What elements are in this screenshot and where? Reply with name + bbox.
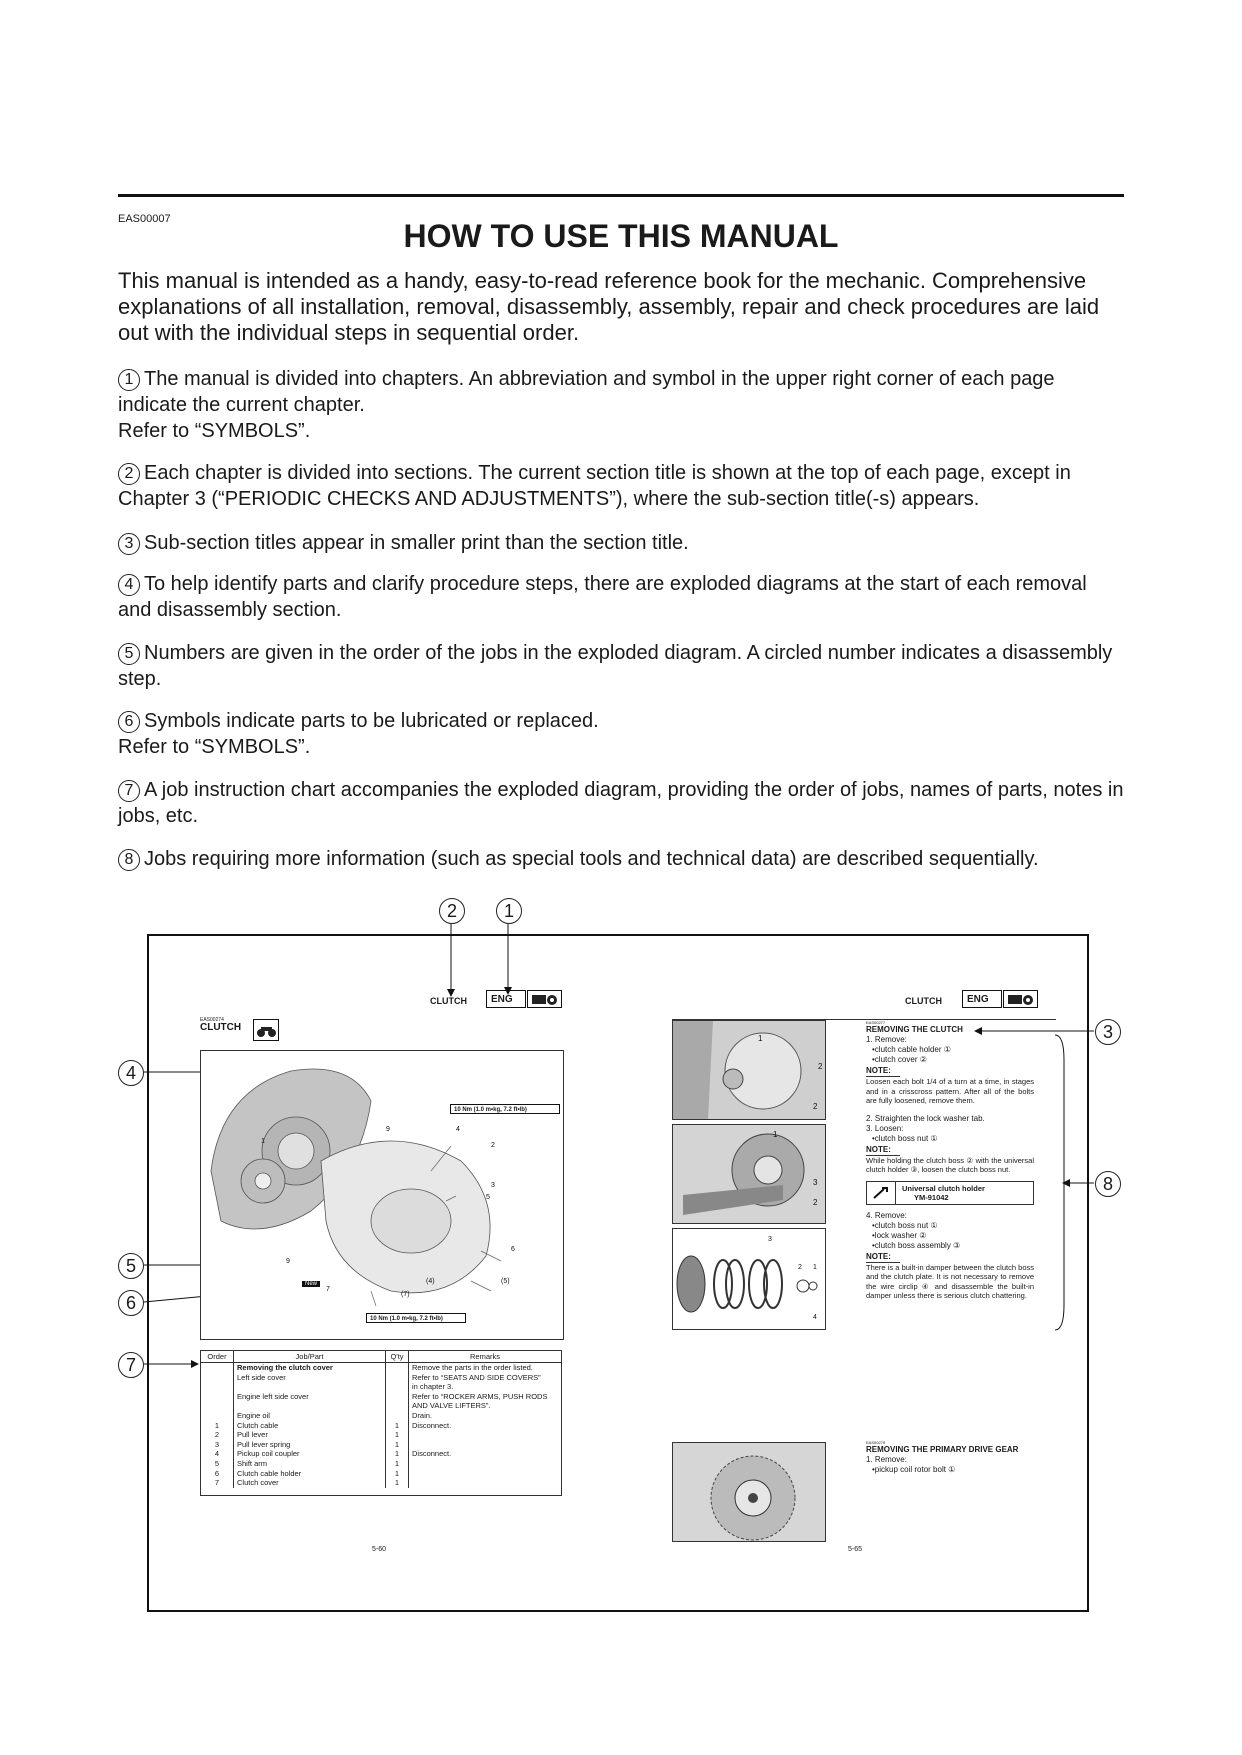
step-text: Sub-section titles appear in smaller print than the section title. (144, 532, 689, 554)
col-qty: Q'ty (386, 1351, 409, 1363)
step-text-2: Refer to “SYMBOLS”. (118, 420, 311, 442)
step-number: 3 (118, 533, 140, 555)
svg-text:4: 4 (813, 1314, 817, 1321)
cell-order: 2 (201, 1430, 234, 1440)
table-row (201, 1430, 561, 1440)
callout-8: 8 (1095, 1171, 1121, 1197)
step-text: Numbers are given in the order of the jobs in the exploded diagram. A circled number indicates a disassembly step. (118, 642, 1113, 690)
svg-text:2: 2 (813, 1102, 818, 1111)
cell-job-part (234, 1382, 386, 1392)
callout-5: 5 (118, 1253, 144, 1279)
step-number: 7 (118, 780, 140, 802)
cell-job-part: Pull lever (234, 1430, 386, 1440)
cell-job-part: Clutch cover (234, 1478, 386, 1488)
left-subsection-title: CLUTCH (200, 1022, 242, 1033)
step-number: 2 (118, 463, 140, 485)
removing-clutch-title: REMOVING THE CLUTCH (866, 1025, 963, 1034)
cell-job-part: Shift arm (234, 1459, 386, 1469)
cell-order (201, 1401, 234, 1411)
col-order: Order (201, 1351, 234, 1363)
note-label-3: NOTE: (866, 1252, 900, 1263)
step-number: 4 (118, 574, 140, 596)
svg-text:(5): (5) (501, 1278, 510, 1285)
cell-qty (386, 1363, 409, 1373)
svg-text:2: 2 (813, 1198, 818, 1207)
left-section-code: EAS00274 (200, 1017, 224, 1023)
job-instruction-chart (200, 1350, 562, 1496)
table-row (201, 1459, 561, 1469)
cell-remarks (409, 1440, 562, 1450)
cell-remarks (409, 1459, 562, 1469)
step-text: Jobs requiring more information (such as special tools and technical data) are described sequentially. (144, 848, 1039, 870)
svg-text:2: 2 (818, 1062, 823, 1071)
cell-remarks (409, 1478, 562, 1488)
primary-drive-section: EAS00279 REMOVING THE PRIMARY DRIVE GEAR 1. Remove: •pickup coil rotor bolt ① (866, 1440, 1034, 1475)
step-number: 6 (118, 711, 140, 733)
step-number: 1 (118, 369, 140, 391)
cell-qty (386, 1382, 409, 1392)
svg-text:3: 3 (768, 1236, 772, 1243)
svg-text:9: 9 (386, 1126, 390, 1133)
cell-qty (386, 1411, 409, 1421)
table-row (201, 1373, 561, 1383)
new-part-symbol: New (302, 1281, 320, 1287)
special-tool-box (866, 1181, 1034, 1205)
cell-order (201, 1363, 234, 1373)
cell-remarks (409, 1469, 562, 1479)
photo-clutch-boss-nut (672, 1124, 826, 1224)
col-remarks: Remarks (409, 1351, 562, 1363)
step-text: Symbols indicate parts to be lubricated or replaced. (144, 710, 599, 732)
cell-job-part: Left side cover (234, 1373, 386, 1383)
photo-primary-drive-gear (672, 1442, 826, 1542)
note-label-2: NOTE: (866, 1145, 900, 1156)
step-number: 5 (118, 643, 140, 665)
cell-job-part: Removing the clutch cover (234, 1363, 386, 1373)
cell-qty: 1 (386, 1430, 409, 1440)
page-title: HOW TO USE THIS MANUAL (403, 218, 839, 254)
step-text: The manual is divided into chapters. An abbreviation and symbol in the upper right corner of each page indicate the current chapter. (118, 368, 1055, 416)
svg-text:1: 1 (813, 1264, 817, 1271)
cell-remarks: AND VALVE LIFTERS”. (412, 1401, 491, 1411)
torque-spec-2: 10 Nm (1.0 m•kg, 7.2 ft•lb) (366, 1313, 466, 1323)
diagram-clutch-plates (672, 1228, 826, 1330)
tool-code: YM-91042 (914, 1192, 949, 1202)
svg-text:2: 2 (798, 1264, 802, 1271)
callout-4: 4 (118, 1060, 144, 1086)
torque-spec-1: 10 Nm (1.0 m•kg, 7.2 ft•lb) (450, 1104, 560, 1114)
cell-qty: 1 (386, 1421, 409, 1431)
cell-order (201, 1411, 234, 1421)
lines-1: 1. Remove: •clutch cable holder ① •clutch cover ② (866, 1035, 951, 1064)
step-text: A job instruction chart accompanies the exploded diagram, providing the order of jobs, names of parts, notes in jobs, etc. (118, 779, 1124, 827)
col-job-part: Job/Part (234, 1351, 386, 1363)
step-text-2: Refer to “SYMBOLS”. (118, 736, 311, 758)
cell-order: 3 (201, 1440, 234, 1450)
cell-remarks: in chapter 3. (412, 1382, 454, 1392)
cell-order: 4 (201, 1449, 234, 1459)
table-row (201, 1469, 561, 1479)
cell-qty: 1 (386, 1459, 409, 1469)
svg-text:9: 9 (286, 1258, 290, 1265)
table-row (201, 1401, 561, 1411)
right-code-2: EAS00279 (866, 1440, 886, 1445)
step-text: To help identify parts and clarify procedure steps, there are exploded diagrams at the start of each removal and disassembly section. (118, 573, 1087, 621)
svg-text:(4): (4) (426, 1278, 435, 1285)
callout-2: 2 (439, 898, 465, 924)
cell-qty: 1 (386, 1478, 409, 1488)
table-row (201, 1449, 561, 1459)
cell-remarks: Refer to “ROCKER ARMS, PUSH RODS (412, 1391, 548, 1401)
step-number: 8 (118, 849, 140, 871)
photo-clutch-cover (672, 1020, 826, 1120)
left-page-number: 5-60 (372, 1546, 387, 1553)
table-row (201, 1363, 561, 1373)
left-header-chapter: ENG (486, 990, 526, 1008)
cell-remarks: Drain. (412, 1410, 433, 1420)
intro-paragraph: This manual is intended as a handy, easy-to-read reference book for the mechanic. Comprehensive explanations of all installation, removal, disassembly, assembly, repair and check procedures are laid out with the individual steps in sequential order. (118, 268, 1100, 345)
cell-remarks: Disconnect. (412, 1449, 452, 1459)
cell-qty (386, 1373, 409, 1383)
cell-remarks: Disconnect. (412, 1420, 452, 1430)
right-code-1: EAS00277 (866, 1020, 886, 1025)
cell-order: 6 (201, 1469, 234, 1479)
cell-job-part: Engine left side cover (234, 1392, 386, 1402)
right-header-chapter: ENG (962, 990, 1002, 1008)
cell-remarks: Refer to “SEATS AND SIDE COVERS” (412, 1372, 541, 1382)
job-table (201, 1351, 561, 1488)
primary-drive-title: REMOVING THE PRIMARY DRIVE GEAR (866, 1445, 1019, 1454)
cell-order (201, 1392, 234, 1402)
callout-6: 6 (118, 1290, 144, 1316)
table-row (201, 1478, 561, 1488)
engine-icon (527, 990, 562, 1008)
note-text-2: While holding the clutch boss ② with the universal clutch holder ③, loosen the clutch boss nut. (866, 1155, 1034, 1174)
note-text-3: There is a built-in damper between the clutch boss and the clutch plate. It is not necessary to remove the wire circlip ④ and disassemble the built-in damper unless there is serious clutch chattering. (866, 1262, 1034, 1300)
svg-text:3: 3 (813, 1178, 818, 1187)
tool-name: Universal clutch holder (902, 1183, 985, 1193)
svg-text:1: 1 (773, 1130, 778, 1139)
left-header-section: CLUTCH (430, 996, 467, 1006)
callout-7: 7 (118, 1352, 144, 1378)
cell-order (201, 1373, 234, 1383)
svg-text:2: 2 (491, 1142, 495, 1149)
exploded-diagram (200, 1050, 564, 1340)
table-row (201, 1382, 561, 1392)
note-label-1: NOTE: (866, 1066, 900, 1077)
cell-qty (386, 1401, 409, 1411)
svg-text:7: 7 (326, 1286, 330, 1293)
cell-job-part: Engine oil (234, 1411, 386, 1421)
cell-qty: 1 (386, 1449, 409, 1459)
svg-text:5: 5 (486, 1194, 490, 1201)
callout-1: 1 (496, 898, 522, 924)
table-row (201, 1440, 561, 1450)
step-text: Each chapter is divided into sections. The current section title is shown at the top of each page, except in Chapter 3 (“PERIODIC CHECKS AND ADJUSTMENTS”), where the sub-section title(-s) appears. (118, 462, 1071, 510)
cell-order: 1 (201, 1421, 234, 1431)
disassembly-icon (253, 1019, 279, 1041)
cell-job-part: Clutch cable holder (234, 1469, 386, 1479)
engine-icon (1003, 990, 1038, 1008)
wrench-icon (867, 1182, 896, 1204)
cell-remarks (409, 1430, 562, 1440)
svg-text:1: 1 (758, 1034, 763, 1043)
cell-remarks: Remove the parts in the order listed. (412, 1363, 533, 1372)
cell-qty: 1 (386, 1440, 409, 1450)
svg-text:(7): (7) (401, 1291, 410, 1298)
right-header-section: CLUTCH (905, 996, 942, 1006)
svg-text:1: 1 (261, 1138, 265, 1145)
cell-job-part: Pull lever spring (234, 1440, 386, 1450)
cell-order: 5 (201, 1459, 234, 1469)
cell-order: 7 (201, 1478, 234, 1488)
table-row (201, 1392, 561, 1402)
document-code: EAS00007 (118, 213, 171, 225)
svg-text:4: 4 (456, 1126, 460, 1133)
svg-text:6: 6 (511, 1246, 515, 1253)
lines-3: 4. Remove: •clutch boss nut ① •lock washer ② •clutch boss assembly ③ (866, 1210, 961, 1250)
cell-qty: 1 (386, 1469, 409, 1479)
table-row (201, 1421, 561, 1431)
svg-text:3: 3 (491, 1182, 495, 1189)
note-text-1: Loosen each bolt 1/4 of a turn at a time, in stages and in a crisscross pattern. After all of the bolts are fully loosened, remove them. (866, 1077, 1034, 1105)
cell-job-part: Pickup coil coupler (234, 1449, 386, 1459)
cell-order (201, 1382, 234, 1392)
lines-2: 2. Straighten the lock washer tab. 3. Loosen: •clutch boss nut ① (866, 1113, 985, 1143)
table-row (201, 1411, 561, 1421)
cell-job-part (234, 1401, 386, 1411)
right-text-column (866, 1020, 1034, 1301)
cell-job-part: Clutch cable (234, 1421, 386, 1431)
right-page-number: 5-65 (848, 1546, 863, 1553)
callout-3: 3 (1095, 1019, 1121, 1045)
cell-qty (386, 1392, 409, 1402)
